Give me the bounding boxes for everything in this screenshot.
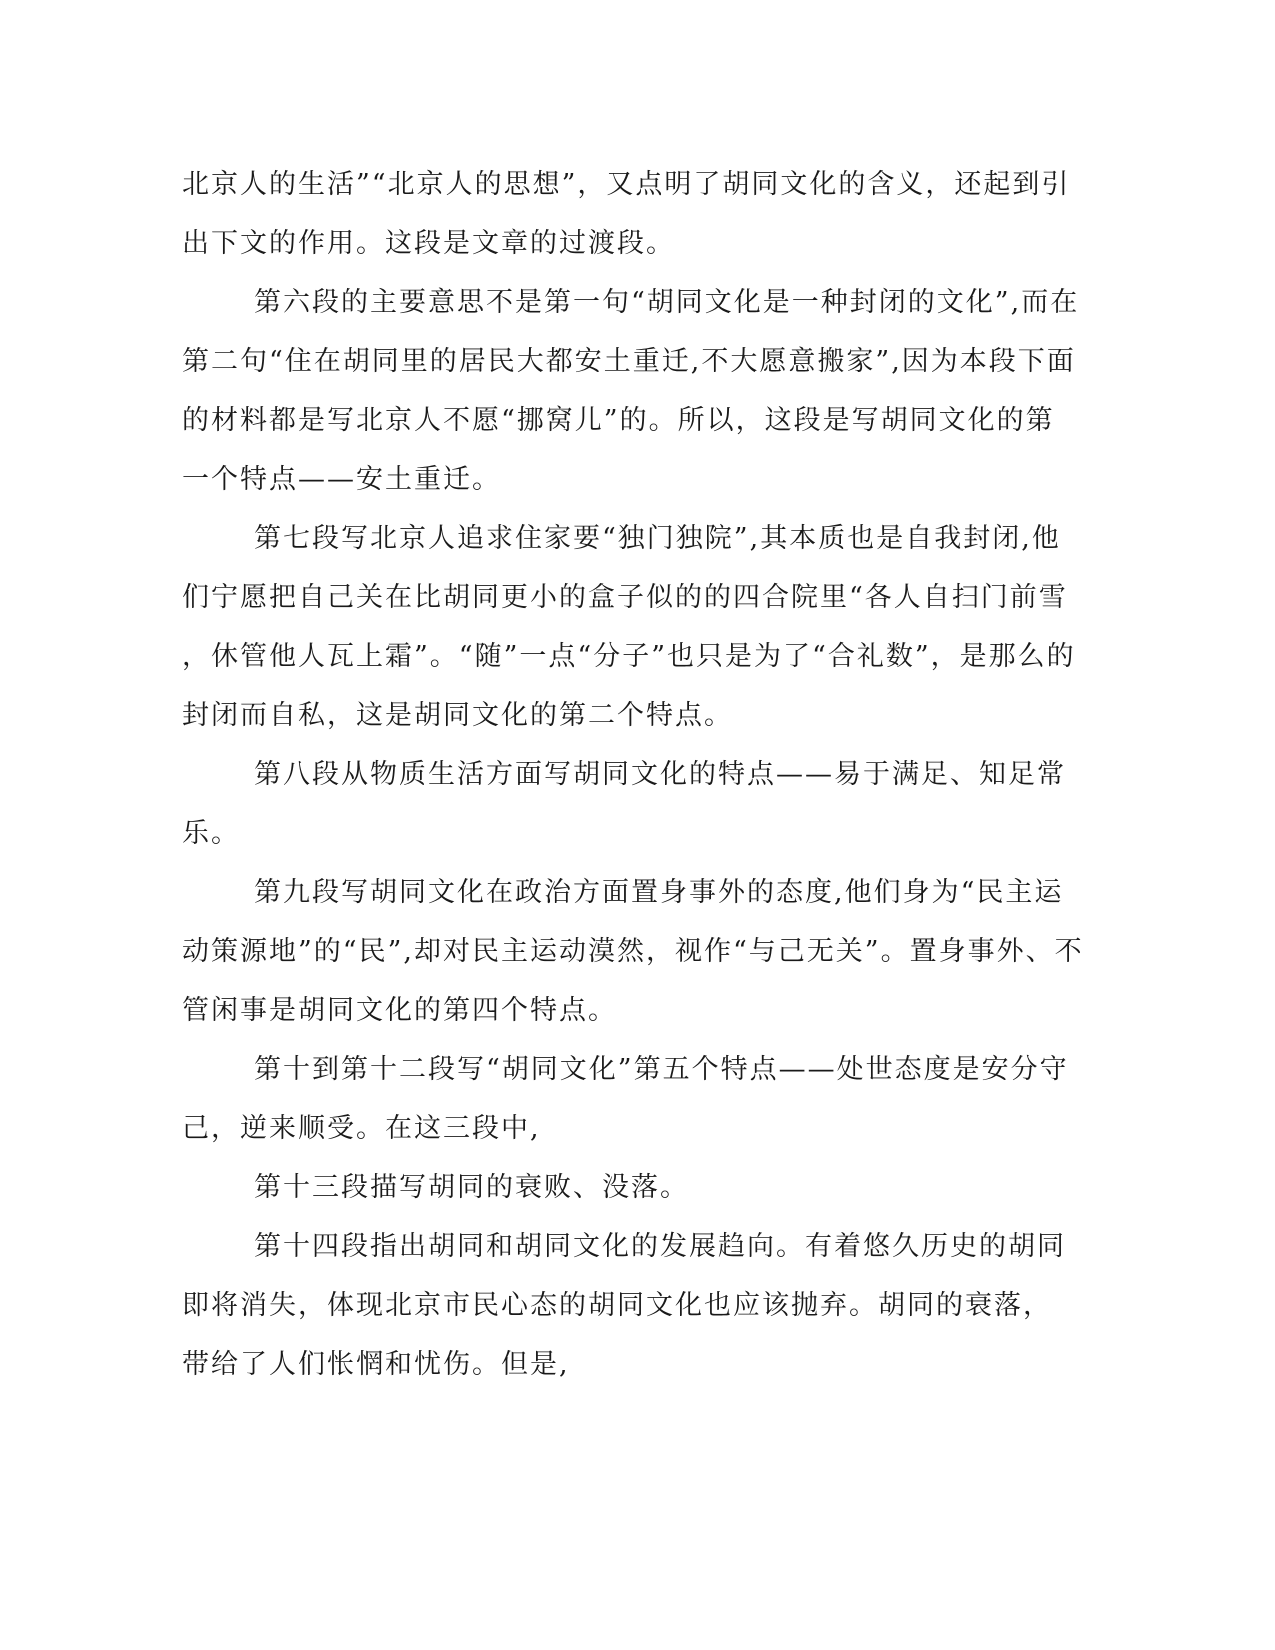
- text-line: 即将消失，体现北京市民心态的胡同文化也应该抛弃。胡同的衰落，: [182, 1290, 1052, 1321]
- text-line: 第十到第十二段写“胡同文化”第五个特点——处世态度是安分守: [254, 1054, 1069, 1085]
- text-line: 第六段的主要意思不是第一句“胡同文化是一种封闭的文化”,而在: [254, 287, 1080, 318]
- paragraph: [182, 273, 1080, 509]
- text-line: 第十三段描写胡同的衰败、没落。: [254, 1172, 689, 1203]
- paragraph: [182, 863, 1084, 1040]
- text-line: 第八段从物质生活方面写胡同文化的特点——易于满足、知足常: [254, 759, 1066, 790]
- text-line: 第七段写北京人追求住家要“独门独院”,其本质也是自我封闭,他: [254, 523, 1061, 554]
- text-line: 北京人的生活”“北京人的思想”，又点明了胡同文化的含义，还起到引: [182, 169, 1071, 200]
- paragraph: [182, 745, 1066, 863]
- text-line: 的材料都是写北京人不愿“挪窝儿”的。所以，这段是写胡同文化的第: [182, 405, 1055, 436]
- paragraph: [182, 1217, 1066, 1394]
- text-line: 一个特点——安土重迁。: [182, 464, 501, 495]
- paragraph: [182, 155, 1071, 273]
- text-line: 第九段写胡同文化在政治方面置身事外的态度,他们身为“民主运: [254, 877, 1064, 908]
- text-line: 们宁愿把自己关在比胡同更小的盒子似的的四合院里“各人自扫门前雪: [182, 582, 1068, 613]
- text-line: 第二句“住在胡同里的居民大都安土重迁,不大愿意搬家”,因为本段下面: [182, 346, 1076, 377]
- text-line: 乐。: [182, 818, 240, 849]
- text-line: 第十四段指出胡同和胡同文化的发展趋向。有着悠久历史的胡同: [254, 1231, 1066, 1262]
- paragraph: [182, 1040, 1069, 1158]
- text-line: ，休管他人瓦上霜”。“随”一点“分子”也只是为了“合礼数”，是那么的: [182, 641, 1076, 672]
- text-line: 封闭而自私，这是胡同文化的第二个特点。: [182, 700, 733, 731]
- text-line: 带给了人们怅惘和忧伤。但是,: [182, 1349, 570, 1380]
- text-line: 己，逆来顺受。在这三段中,: [182, 1113, 541, 1144]
- text-line: 出下文的作用。这段是文章的过渡段。: [182, 228, 675, 259]
- paragraph: [182, 509, 1076, 745]
- paragraph: [182, 1158, 1032, 1217]
- text-line: 动策源地”的“民”,却对民主运动漠然，视作“与己无关”。置身事外、不: [182, 936, 1084, 967]
- document-body: [182, 155, 1084, 1394]
- text-line: 管闲事是胡同文化的第四个特点。: [182, 995, 617, 1026]
